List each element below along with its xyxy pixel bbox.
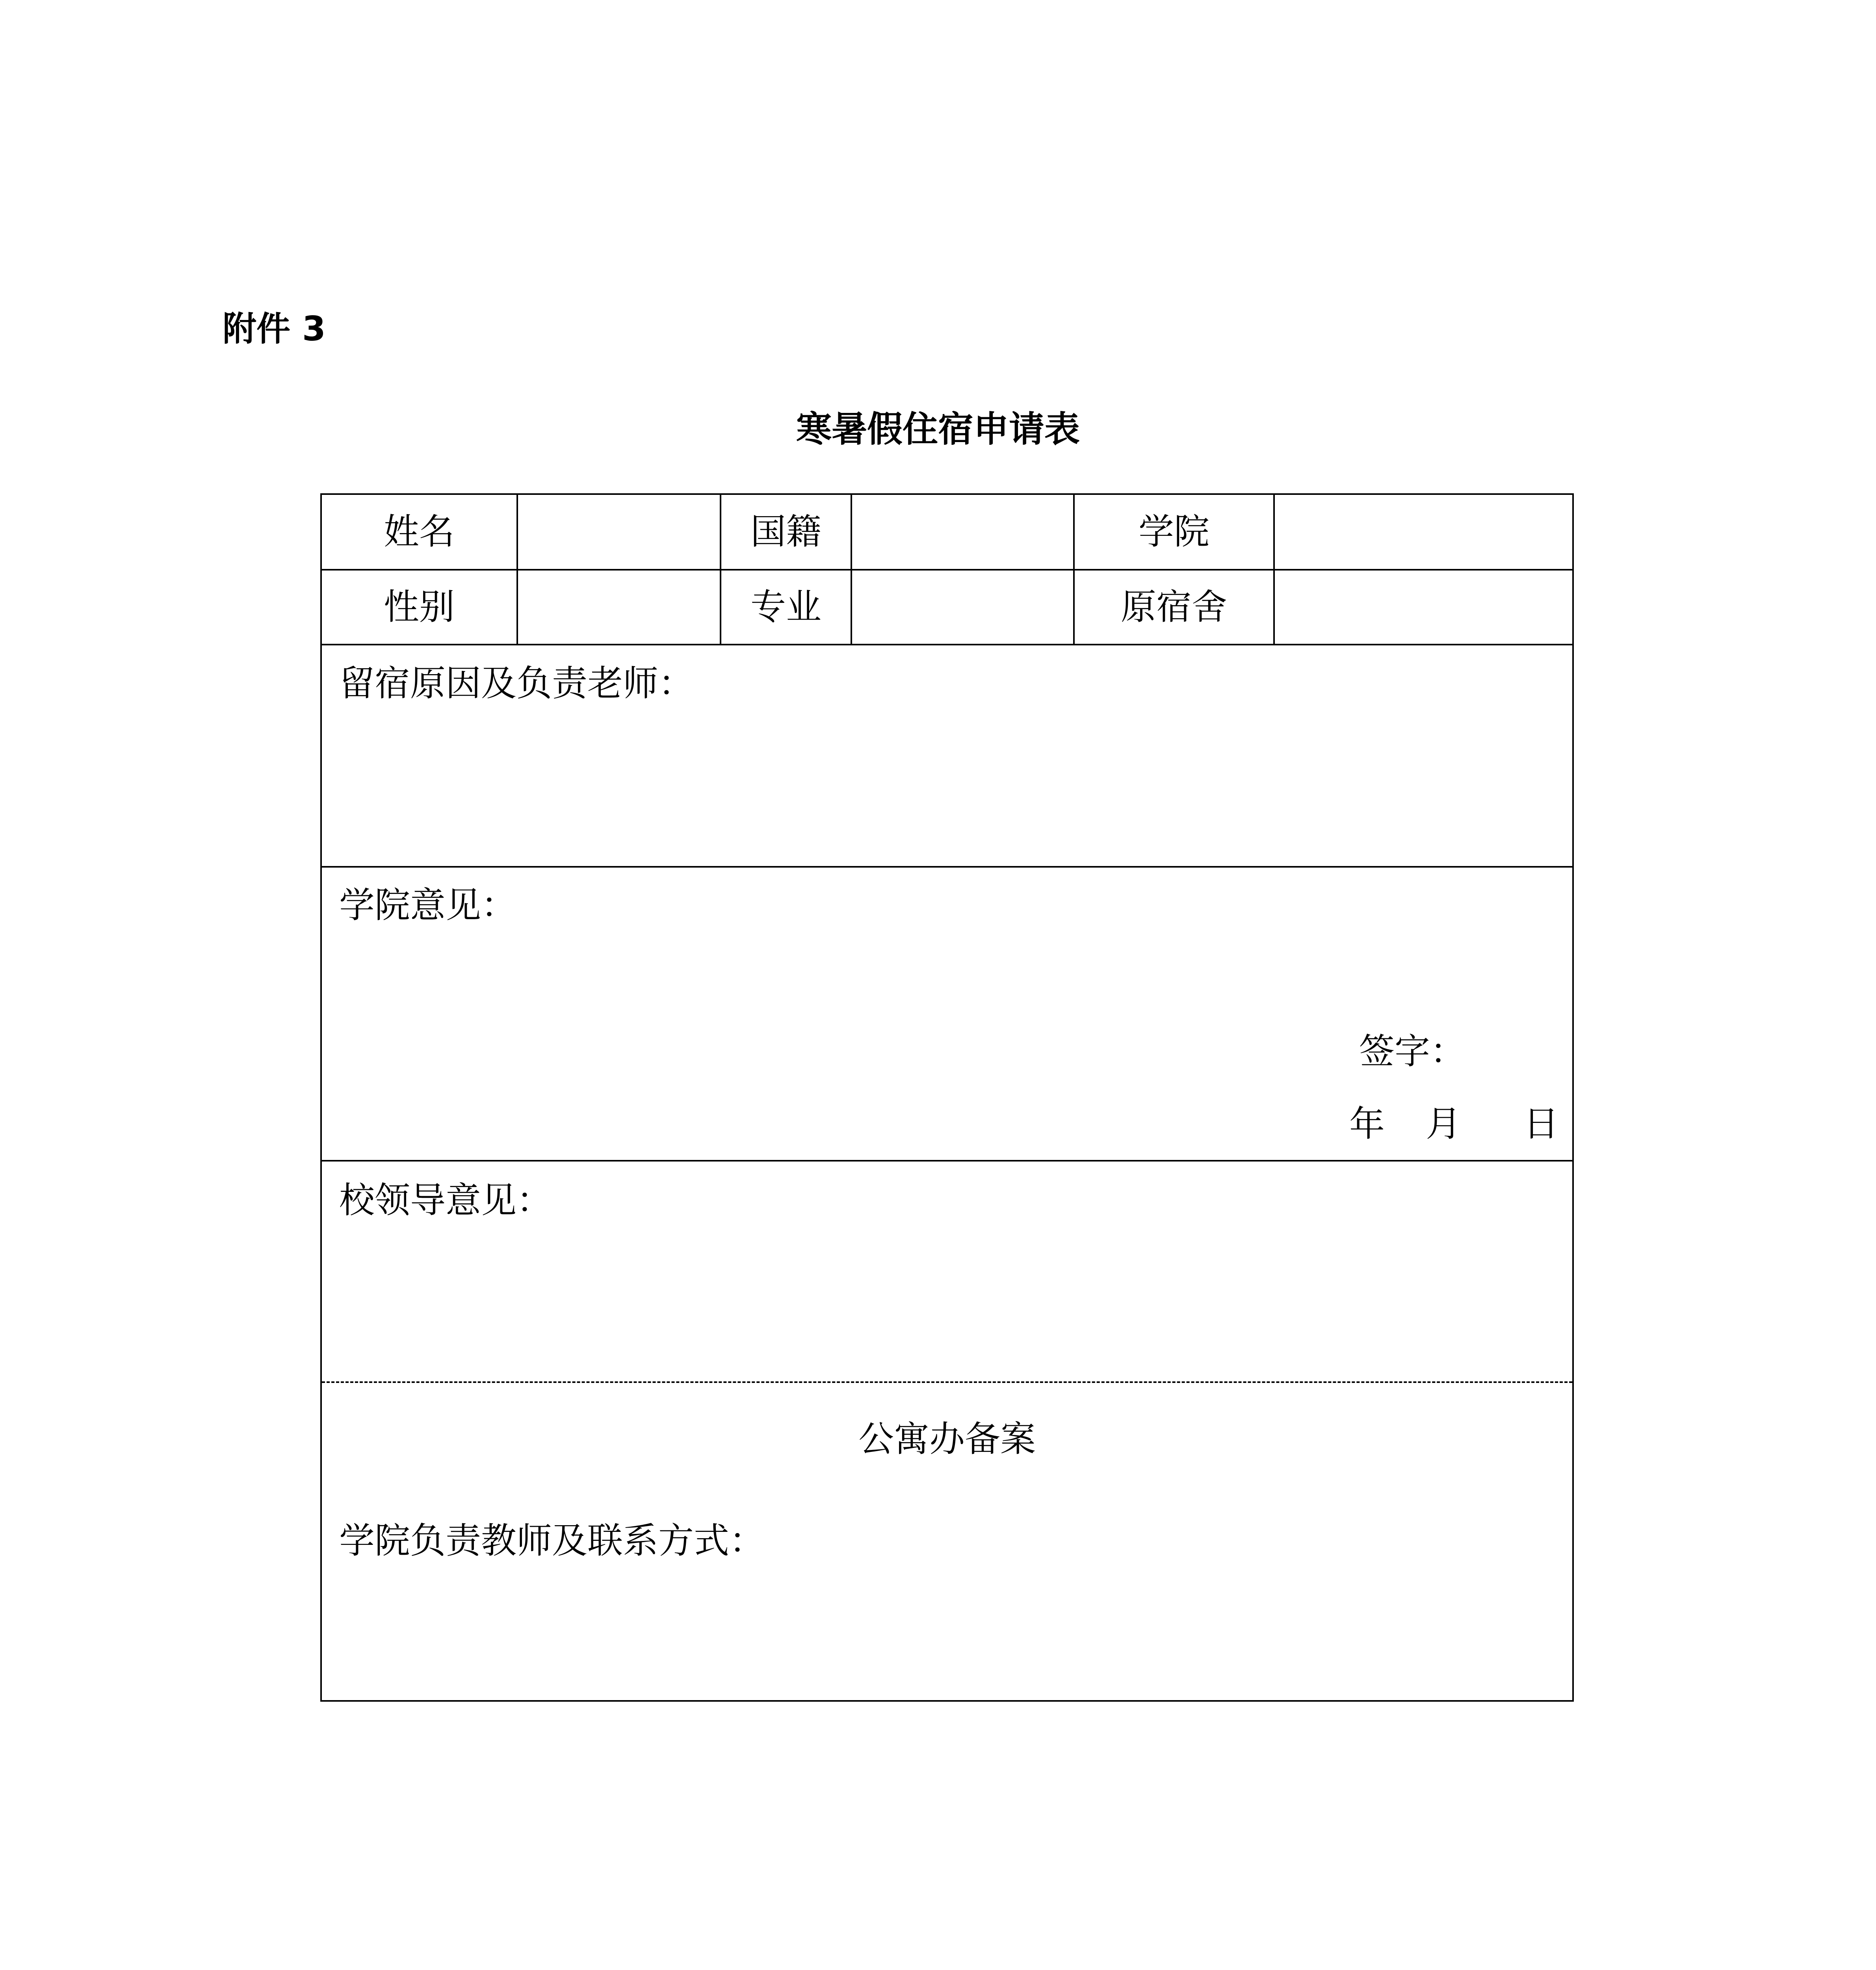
form-title: 寒暑假住宿申请表	[796, 409, 1080, 450]
date-year-label: 年	[1349, 1103, 1385, 1145]
date-month-label: 月	[1426, 1103, 1461, 1145]
row-divider	[322, 569, 1572, 571]
gender-label: 性别	[384, 586, 455, 628]
apartment-office-heading: 公寓办备案	[858, 1418, 1036, 1460]
name-label: 姓名	[384, 511, 455, 552]
original-dorm-field[interactable]	[1275, 571, 1572, 644]
signature-label: 签字：	[1359, 1031, 1466, 1072]
dashed-divider	[322, 1381, 1572, 1383]
name-field[interactable]	[518, 495, 720, 569]
contact-field[interactable]	[338, 1567, 1555, 1685]
leader-opinion-field[interactable]	[338, 1224, 1555, 1373]
original-dorm-label: 原宿舍	[1121, 586, 1227, 628]
reason-label: 留宿原因及负责老师：	[339, 663, 694, 704]
row-divider	[322, 866, 1572, 868]
reason-field[interactable]	[338, 708, 1555, 857]
college-field[interactable]	[1275, 495, 1572, 569]
leader-opinion-label: 校领导意见：	[339, 1180, 552, 1221]
gender-field[interactable]	[518, 571, 720, 644]
nationality-field[interactable]	[852, 495, 1073, 569]
college-opinion-field[interactable]	[338, 928, 1322, 1046]
date-day-label: 日	[1523, 1103, 1559, 1145]
attachment-label: 附件 3	[223, 309, 326, 349]
nationality-label: 国籍	[750, 511, 821, 552]
major-field[interactable]	[852, 571, 1073, 644]
college-opinion-label: 学院意见：	[339, 885, 516, 926]
college-label: 学院	[1139, 511, 1209, 552]
row-divider	[322, 1160, 1572, 1162]
application-form-table	[320, 493, 1574, 1702]
row-divider	[322, 644, 1572, 645]
major-label: 专业	[750, 586, 821, 628]
contact-label: 学院负责教师及联系方式：	[339, 1520, 765, 1561]
